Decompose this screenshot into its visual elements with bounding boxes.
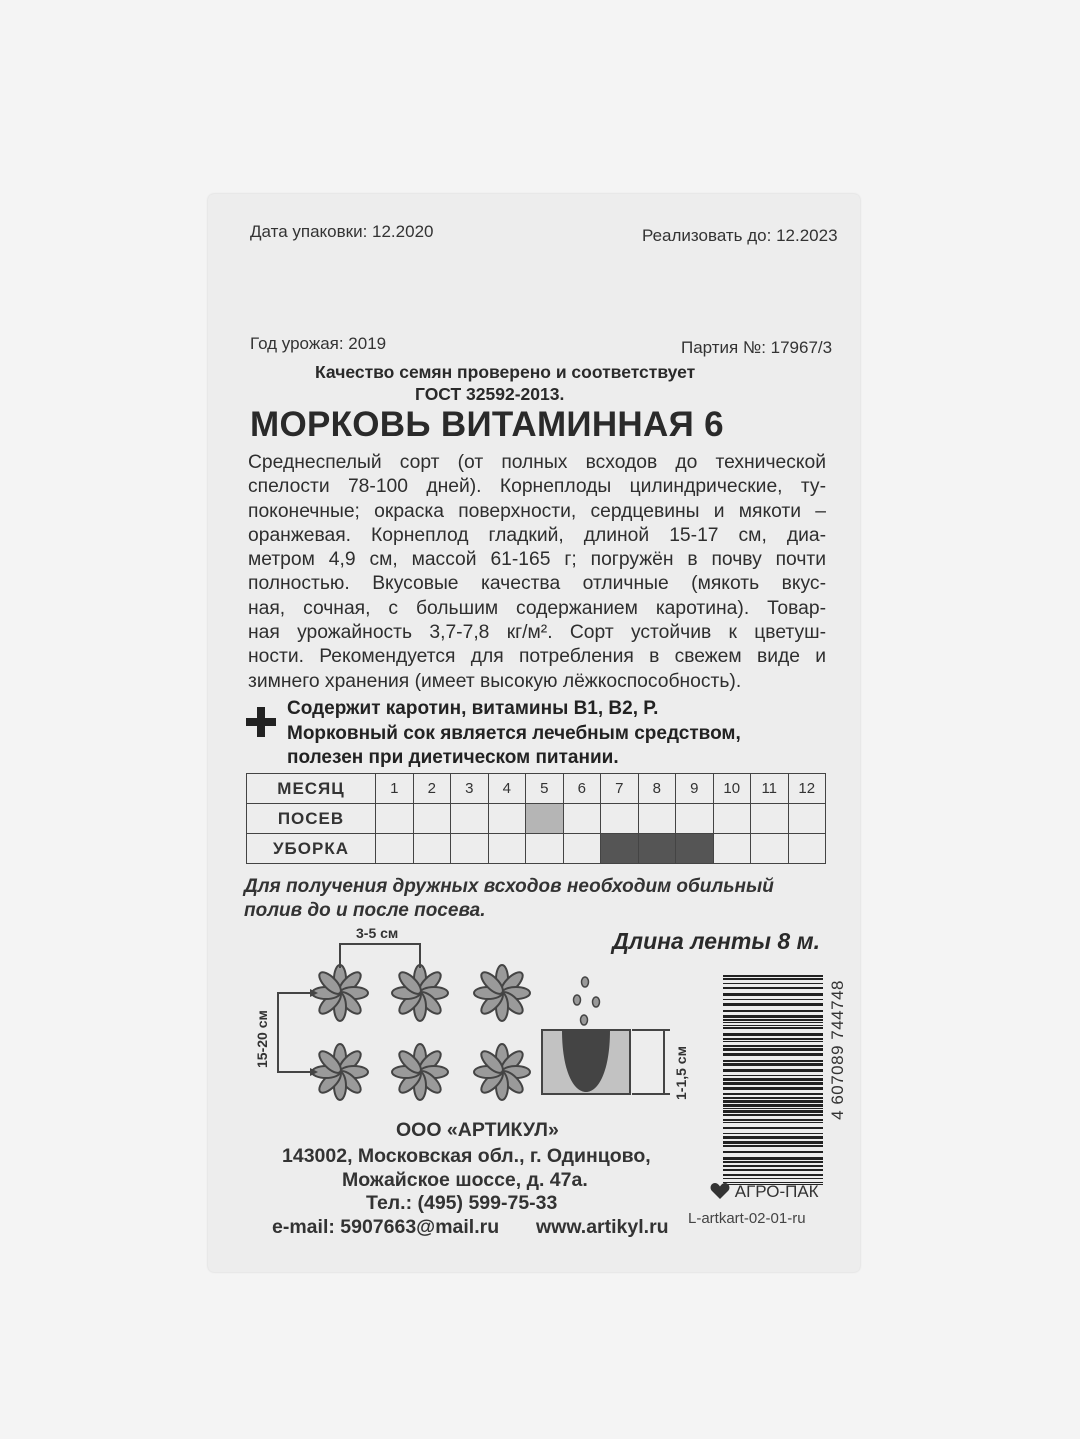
description-line: ности. Рекомендуется для потребления в свежем виде и [248,646,826,668]
barcode-bar [723,1136,823,1139]
month-cell: 5 [526,774,564,804]
barcode-bar [723,1078,823,1081]
company-phone: Тел.: (495) 599-75-33 [366,1192,558,1214]
calendar-harvest-row [247,834,826,864]
barcode-bar [723,1053,823,1056]
barcode-bar [723,1110,823,1113]
barcode-bar [723,1041,823,1042]
planting-diagram [250,922,690,1122]
benefit-line: Морковный сок является лечебным средством, [287,722,741,744]
harvest-cell [413,834,451,864]
harvest-cell [788,834,826,864]
harvest-year: Год урожая: 2019 [250,334,387,353]
barcode-bar [723,999,823,1000]
harvest-cell [638,834,676,864]
description [248,451,826,694]
sowing-cell [451,804,489,834]
sowing-cell [676,804,714,834]
row-spacing-label: 3-5 см [356,925,399,941]
barcode-bar [723,1063,823,1066]
harvest-cell [713,834,751,864]
month-cell: 9 [676,774,714,804]
sowing-calendar [246,773,826,864]
month-label: МЕСЯЦ [247,774,376,804]
harvest-cell [451,834,489,864]
barcode-bar [723,1003,823,1006]
brand-logo [710,1182,819,1202]
barcode-bar [723,1114,823,1116]
harvest-cell [526,834,564,864]
sowing-cell [788,804,826,834]
barcode-bar [723,1045,823,1047]
barcode-bar [723,1108,823,1109]
barcode-bar [723,1141,823,1144]
calendar-sowing-row [247,804,826,834]
sowing-cell [638,804,676,834]
plant-icon [312,1044,368,1100]
watering-note-line: полив до и после посева. [244,900,486,921]
sowing-cell [563,804,601,834]
watering-note-line: Для получения дружных всходов необходим обильный [244,876,774,897]
barcode-bar [723,1027,823,1029]
description-line: зимнего хранения (имеет высокую лёжкоспособность). [248,670,742,692]
description-line: поконечные; окраска поверхности, сердцевины и мякоти – [248,500,826,522]
sowing-cell [601,804,639,834]
description-line: ная урожайность 3,7-7,8 кг/м². Сорт устойчив к цветуш- [248,622,826,644]
month-cell: 10 [713,774,751,804]
sowing-cell [713,804,751,834]
barcode-bar [723,987,823,989]
barcode-bar [723,1133,823,1134]
description-line: метром 4,9 см, массой 61-165 г; погружён в почву почти [248,549,826,571]
barcode-bar [723,1178,823,1179]
barcode-bar [723,1100,823,1103]
barcode-bar [723,1169,823,1171]
harvest-cell [676,834,714,864]
quality-line-1: Качество семян проверено и соответствует [315,362,696,382]
sowing-cell [413,804,451,834]
barcode-bar [723,1127,823,1129]
barcode [723,975,827,1190]
barcode-bar [723,1038,823,1040]
barcode-bar [723,1145,823,1147]
barcode-bar [723,1119,823,1121]
barcode-bar [723,1069,823,1072]
harvest-label: УБОРКА [247,834,376,864]
description-line: ная, сочная, с большим содержанием каротина). Товар- [248,597,826,619]
plus-icon [244,705,278,739]
barcode-bar [723,1093,823,1095]
barcode-bar [723,1060,823,1062]
barcode-bar [723,1165,823,1167]
benefits [287,697,741,771]
sowing-cell [526,804,564,834]
barcode-bar [723,1082,823,1085]
plant-icon [474,1044,530,1100]
month-cell: 3 [451,774,489,804]
barcode-number: 4 607089 744748 [828,980,847,1120]
harvest-cell [751,834,789,864]
sowing-cell [488,804,526,834]
between-rows-label: 15-20 см [254,1010,270,1068]
barcode-bar [723,1174,823,1176]
month-cell: 2 [413,774,451,804]
sowing-cell [376,804,414,834]
barcode-bar [723,1161,823,1163]
barcode-bar [723,1025,823,1026]
barcode-bar [723,1010,823,1012]
sowing-cell [751,804,789,834]
barcode-bar [723,1022,823,1023]
company-address-2: Можайское шоссе, д. 47а. [342,1169,588,1191]
barcode-bar [723,1122,823,1123]
harvest-cell [488,834,526,864]
month-cell: 8 [638,774,676,804]
barcode-bar [723,1097,823,1099]
plant-icon [312,965,368,1021]
barcode-bar [723,983,823,984]
month-cell: 7 [601,774,639,804]
plant-icon [392,965,448,1021]
quality-line-2: ГОСТ 32592-2013. [415,384,565,404]
barcode-bar [723,1019,823,1021]
harvest-cell [563,834,601,864]
plant-icon [474,965,530,1021]
description-line: спелости 78-100 дней). Корнеплоды цилиндрические, ту- [248,476,826,498]
benefit-line: Содержит каротин, витамины В1, В2, Р. [287,698,659,719]
barcode-bar [723,1151,823,1153]
description-line: полностью. Вкусовые качества отличные (мякоть вкус- [248,573,826,595]
tape-length: Длина ленты 8 м. [612,928,820,954]
company-email: e-mail: 5907663@mail.ru [272,1216,500,1238]
barcode-bar [723,1048,823,1051]
benefit-line: полезен при диетическом питании. [287,747,619,768]
company-website: www.artikyl.ru [536,1216,669,1238]
watering-note [244,875,774,923]
article-code: L-artkart-02-01-ru [688,1210,806,1227]
month-cell: 11 [751,774,789,804]
month-cell: 1 [376,774,414,804]
barcode-bar [723,993,823,996]
calendar-month-row [247,774,826,804]
company-name: ООО «АРТИКУЛ» [396,1119,559,1141]
month-cell: 4 [488,774,526,804]
barcode-bar [723,1033,823,1036]
depth-label: 1-1,5 см [673,1046,689,1100]
description-line: оранжевая. Корнеплод гладкий, длиной 15-17 см, диа- [248,524,826,546]
heart-icon [710,1182,730,1200]
barcode-bar [723,978,823,980]
sowing-label: ПОСЕВ [247,804,376,834]
harvest-cell [376,834,414,864]
barcode-bar [723,1015,823,1018]
company-address-1: 143002, Московская обл., г. Одинцово, [282,1145,651,1167]
barcode-bar [723,975,823,977]
barcode-bar [723,1104,823,1107]
product-title: МОРКОВЬ ВИТАМИННАЯ 6 [250,405,724,444]
barcode-bar [723,1075,823,1076]
barcode-bar [723,1157,823,1160]
description-line: Среднеспелый сорт (от полных всходов до технической [248,452,826,473]
pack-date: Дата упаковки: 12.2020 [250,222,434,241]
month-cell: 6 [563,774,601,804]
batch-number: Партия №: 17967/3 [681,338,833,357]
brand-name: АГРО-ПАК [734,1182,819,1201]
harvest-cell [601,834,639,864]
month-cell: 12 [788,774,826,804]
plant-icon [392,1044,448,1100]
barcode-bar [723,1087,823,1090]
sell-by-date: Реализовать до: 12.2023 [642,226,838,245]
